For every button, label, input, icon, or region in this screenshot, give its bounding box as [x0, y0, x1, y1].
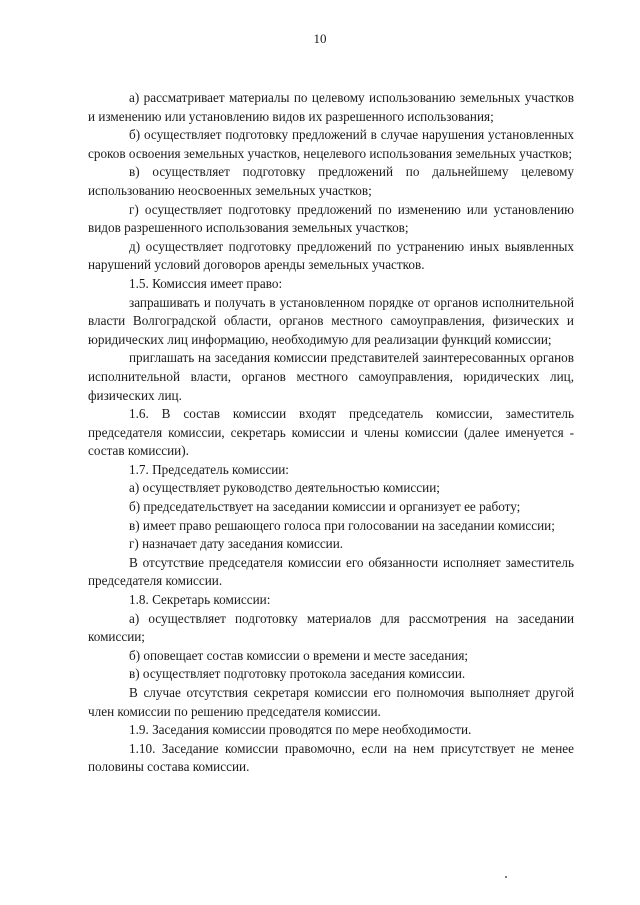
paragraph: 1.10. Заседание комиссии правомочно, если на нем присутствует не менее половины состава комиссии.: [88, 740, 574, 775]
paragraph: г) назначает дату заседания комиссии.: [129, 536, 344, 552]
paragraph: приглашать на заседания комиссии представителей заинтересованных органов исполнительной власти, органов местного самоуправления, юридических лиц, физических лиц.: [88, 350, 574, 403]
paragraph: в) осуществляет подготовку предложений по дальнейшему целевому использованию неосвоенных земельных участков;: [88, 164, 574, 198]
paragraph: 1.6. В состав комиссии входят председатель комиссии, заместитель председателя комиссии, секретарь комиссии и члены комиссии (далее именуется - состав комиссии).: [88, 406, 574, 459]
paragraph: а) рассматривает материалы по целевому использованию земельных участков и изменению или установлению видов их разрешенного использования;: [88, 90, 574, 124]
paragraph: а) осуществляет подготовку материалов для рассмотрения на заседании комиссии;: [88, 610, 574, 645]
paragraph: г) осуществляет подготовку предложений по изменению или установлению видов разрешенного использования земельных участков;: [88, 201, 574, 236]
paragraph: д) осуществляет подготовку предложений по устранению иных выявленных нарушений условий договоров аренды земельных участков.: [88, 238, 574, 273]
paragraph: б) председательствует на заседании комиссии и организует ее работу;: [129, 499, 521, 515]
paragraph: запрашивать и получать в установленном порядке от органов исполнительной власти Волгоградской области, органов местного самоуправления, физических и юридических лиц информацию, необходимую для реализации функций комиссии;: [88, 294, 574, 347]
paragraph: а) осуществляет руководство деятельностью комиссии;: [129, 480, 440, 496]
paragraph: в) осуществляет подготовку протокола заседания комиссии.: [129, 666, 466, 682]
document-body: [88, 89, 574, 777]
section-heading: 1.5. Комиссия имеет право:: [129, 275, 283, 291]
scan-speck: [505, 876, 507, 878]
section-heading: 1.7. Председатель комиссии:: [129, 461, 289, 477]
paragraph: В случае отсутствия секретаря комиссии его полномочия выполняет другой член комиссии по решению председателя комиссии.: [88, 685, 574, 719]
paragraph: В отсутствие председателя комиссии его обязанности исполняет заместитель председателя комиссии.: [88, 554, 574, 589]
paragraph: 1.9. Заседания комиссии проводятся по мере необходимости.: [129, 722, 472, 738]
page-number: 10: [313, 31, 327, 46]
section-heading: 1.8. Секретарь комиссии:: [129, 592, 271, 608]
paragraph: б) осуществляет подготовку предложений в случае нарушения установленных сроков освоения земельных участков, нецелевого использования земельных участков;: [88, 127, 574, 161]
paragraph: б) оповещает состав комиссии о времени и месте заседания;: [129, 647, 469, 663]
paragraph: в) имеет право решающего голоса при голосовании на заседании комиссии;: [129, 517, 555, 533]
